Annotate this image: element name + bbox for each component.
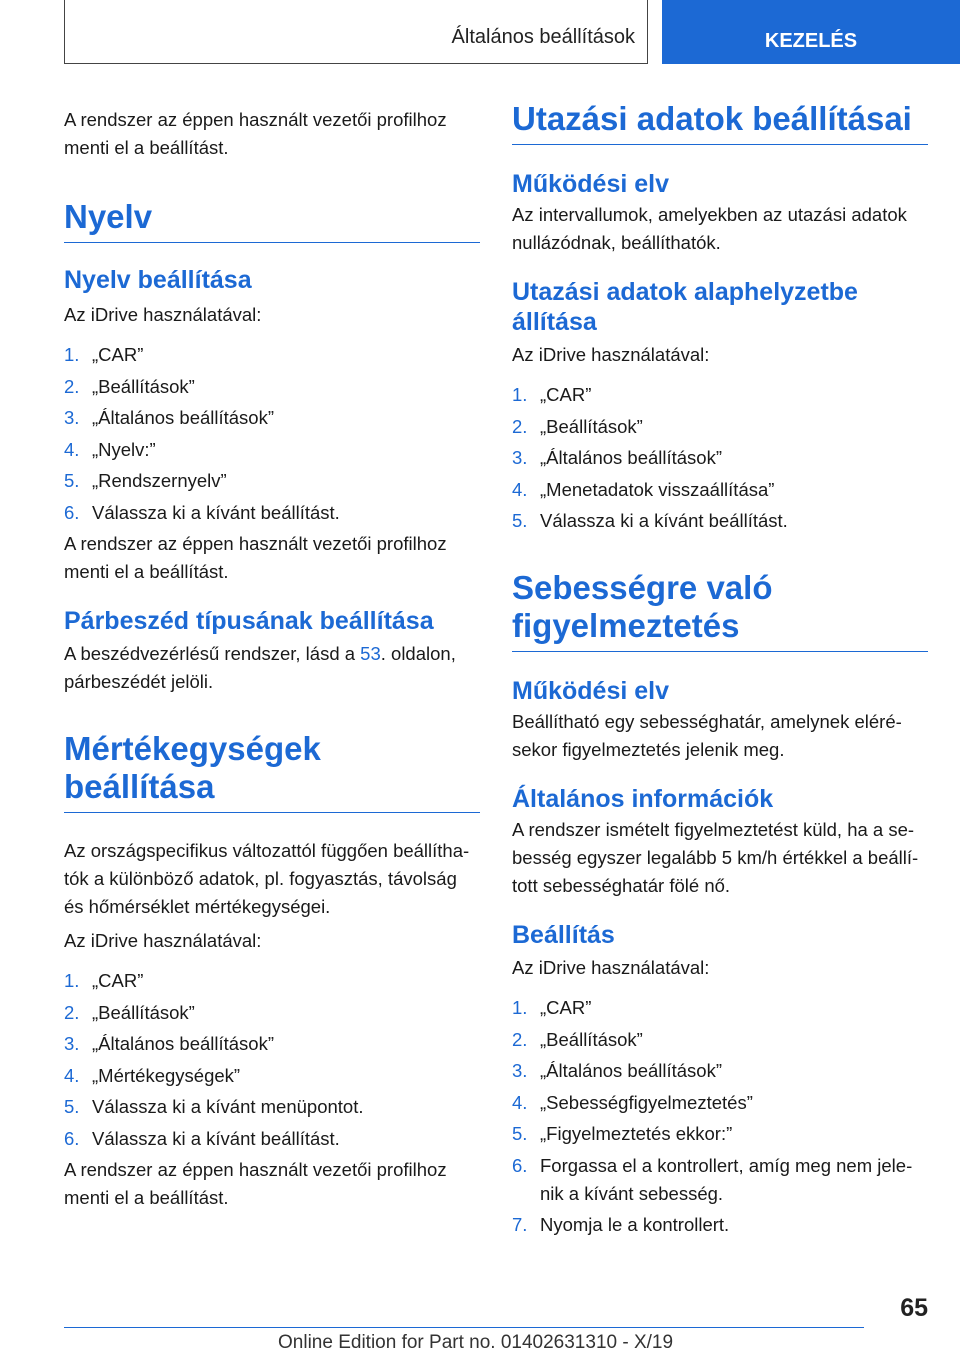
idrive-instruction-1: Az iDrive használatával: [64, 304, 262, 325]
idrive-instruction-3: Az iDrive használatával: [512, 344, 710, 365]
profile-note-1: A rendszer az éppen használt vezetői profilhoz menti el a beállítást. [64, 533, 447, 582]
list-item: 2. „Beállítások” [512, 415, 643, 437]
page-link[interactable]: 53 [360, 643, 381, 664]
units-paragraph: Az országspecifikus változattól függően beállíthatók a különböző adatok, pl. fogyasztás, távolság és hőmérséklet mértékegységei. [64, 840, 470, 917]
header-section-title: Általános beállítások [451, 26, 635, 48]
steps-list-4 [512, 994, 928, 1239]
list-item: 6. Válassza ki a kívánt beállítást. [64, 501, 340, 523]
footer-edition: Online Edition for Part no. 01402631310 - X/19 [278, 1332, 674, 1353]
list-item: 6. Forgassa el a kontrollert, amíg meg nem jelenik a kívánt sebesség. [512, 1154, 913, 1204]
steps-list-2 [64, 967, 480, 1153]
heading-trip-data: Utazási adatok beállításai [512, 100, 928, 145]
list-item: 4. „Sebességfigyelmeztetés” [512, 1091, 753, 1113]
left-column [64, 100, 480, 1212]
list-item: 1. „CAR” [64, 970, 144, 991]
list-item: 4. „Mértékegységek” [64, 1064, 241, 1086]
speed-paragraph: Beállítható egy sebességhatár, amelynek elérésekor figyelmeztetés jelenik meg. [512, 711, 902, 760]
list-item: 5. „Figyelmeztetés ekkor:” [512, 1123, 733, 1144]
idrive-instruction-4: Az iDrive használatával: [512, 957, 710, 978]
header-section-box [64, 0, 648, 64]
heading-language: Nyelv [64, 198, 480, 243]
list-item: 4. „Menetadatok visszaállítása” [512, 478, 775, 500]
profile-note-2: A rendszer az éppen használt vezetői profilhoz menti el a beállítást. [64, 1159, 447, 1208]
list-item: 3. „Általános beállítások” [64, 1033, 275, 1054]
subheading-principle-2: Működési elv [512, 677, 669, 705]
subheading-general-info: Általános információk [512, 785, 774, 813]
steps-list-3 [512, 381, 928, 535]
subheading-setting: Beállítás [512, 921, 615, 949]
list-item: 1. „CAR” [64, 344, 144, 365]
subheading-language-setting: Nyelv beállítása [64, 266, 252, 294]
heading-speed-warning: Sebességre való figyelmeztetés [512, 569, 928, 652]
list-item: 4. „Nyelv:” [64, 438, 156, 460]
subheading-principle-1: Működési elv [512, 170, 669, 198]
right-column [512, 100, 928, 1243]
list-item: 3. „Általános beállítások” [512, 447, 723, 468]
intro-paragraph: A rendszer az éppen használt vezetői profilhoz menti el a beállítást. [64, 109, 447, 158]
subheading-trip-reset: Utazási adatok alaphelyzetbe állítása [512, 278, 858, 336]
dialog-paragraph: A beszédvezérlésű rendszer, lásd a 53. oldalon, párbeszédét jelöli. [64, 643, 456, 692]
list-item: 5. Válassza ki a kívánt beállítást. [512, 510, 788, 531]
list-item: 2. „Beállítások” [64, 375, 195, 397]
list-item: 3. „Általános beállítások” [64, 407, 275, 428]
list-item: 7. Nyomja le a kontrollert. [512, 1214, 730, 1235]
list-item: 5. „Rendszernyelv” [64, 470, 227, 491]
list-item: 5. Válassza ki a kívánt menüpontot. [64, 1096, 364, 1117]
idrive-instruction-2: Az iDrive használatával: [64, 930, 262, 951]
general-paragraph: A rendszer ismételt figyelmeztetést küld, ha a sebesség egyszer legalább 5 km/h értékkel a beállított sebességhatár fölé nő. [512, 819, 919, 896]
list-item: 3. „Általános beállítások” [512, 1060, 723, 1081]
heading-units: Mértékegységek beállítása [64, 730, 480, 813]
page-number: 65 [900, 1294, 928, 1322]
trip-paragraph: Az intervallumok, amelyekben az utazási adatok nullázódnak, beállíthatók. [512, 204, 907, 253]
footer-divider [64, 1327, 864, 1328]
list-item: 2. „Beállítások” [64, 1001, 195, 1023]
subheading-dialog: Párbeszéd típusának beállítása [64, 607, 434, 635]
header-chapter-tab: KEZELÉS [662, 0, 960, 64]
steps-list-1 [64, 341, 480, 527]
list-item: 1. „CAR” [512, 384, 592, 405]
list-item: 1. „CAR” [512, 997, 592, 1018]
list-item: 2. „Beállítások” [512, 1028, 643, 1050]
list-item: 6. Válassza ki a kívánt beállítást. [64, 1127, 340, 1149]
